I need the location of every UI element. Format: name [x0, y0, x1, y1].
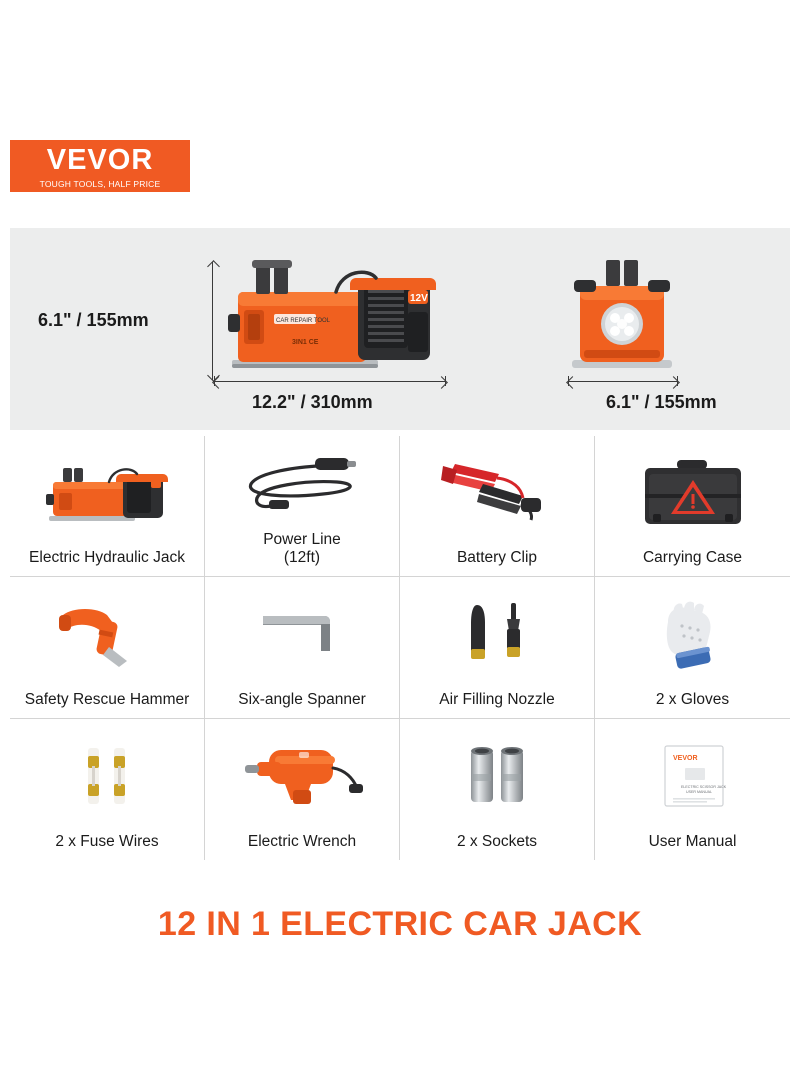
part-cell-hex-wrench: [205, 577, 400, 718]
part-cell-sockets: [400, 719, 595, 860]
user-manual-icon: [595, 719, 790, 833]
part-label: Air Filling Nozzle: [439, 690, 555, 708]
svg-text:USER MANUAL: USER MANUAL: [685, 789, 712, 794]
jack-front-view-image: [566, 256, 678, 378]
part-cell-carrying-case: [595, 436, 790, 577]
part-label: User Manual: [648, 833, 737, 851]
tick-right-2: [677, 376, 678, 386]
part-cell-power-line: [205, 436, 400, 577]
part-label: 2 x Fuse Wires: [55, 833, 159, 851]
dimension-width-label: 6.1" / 155mm: [606, 392, 717, 412]
part-label: [259, 531, 345, 569]
dimension-height-label: 6.1" / 155mm: [38, 310, 149, 330]
svg-text:VEVOR: VEVOR: [672, 754, 698, 762]
dimension-length-label: 12.2" / 310mm: [252, 392, 373, 412]
width-dimension-line: [568, 381, 678, 382]
rescue-hammer-icon: [10, 577, 204, 690]
air-nozzle-icon: [400, 577, 594, 690]
part-cell-hydraulic-jack: [10, 436, 205, 577]
gloves-icon: [595, 577, 790, 690]
brand-name: VEVOR: [46, 143, 154, 176]
part-cell-air-nozzle: [400, 577, 595, 718]
tick-left-2: [568, 376, 569, 386]
part-cell-rescue-hammer: [10, 577, 205, 718]
part-label: Carrying Case: [642, 549, 743, 567]
svg-text:CAR REPAIR TOOL: CAR REPAIR TOOL: [276, 318, 331, 324]
part-cell-fuse-wires: [10, 719, 205, 860]
part-label: Six-angle Spanner: [238, 690, 366, 708]
page-title: 12 IN 1 ELECTRIC CAR JACK: [157, 905, 643, 943]
part-label: Electric Hydraulic Jack: [29, 549, 185, 567]
brand-tagline: TOUGH TOOLS, HALF PRICE: [39, 178, 161, 189]
tick-right: [445, 376, 446, 386]
svg-text:3IN1 CE: 3IN1 CE: [292, 339, 319, 346]
part-cell-battery-clip: [400, 436, 595, 577]
jack-side-view-image: [218, 252, 444, 378]
part-cell-electric-wrench: [205, 719, 400, 860]
sockets-icon: [400, 719, 594, 833]
svg-text:12V: 12V: [410, 293, 428, 304]
brand-logo: [10, 140, 190, 192]
hex-wrench-icon: [205, 577, 399, 690]
fuse-wires-icon: [10, 719, 204, 833]
power-line-icon: [205, 436, 399, 531]
electric-wrench-icon: [205, 719, 399, 833]
tick-left: [214, 376, 215, 386]
height-dimension-line: [212, 262, 213, 380]
parts-grid: [10, 436, 790, 860]
battery-clip-icon: [400, 436, 594, 549]
part-label: Electric Wrench: [247, 833, 357, 851]
part-label: Battery Clip: [456, 549, 538, 567]
length-dimension-line: [214, 381, 446, 382]
part-label-line1: Power Line: [263, 530, 341, 548]
carrying-case-icon: [595, 436, 790, 549]
part-cell-gloves: [595, 577, 790, 718]
part-label: 2 x Sockets: [456, 833, 538, 851]
hydraulic-jack-icon: [10, 436, 204, 549]
part-label: Safety Rescue Hammer: [24, 690, 190, 708]
svg-text:ELECTRIC SCISSOR JACK: ELECTRIC SCISSOR JACK: [680, 784, 726, 789]
part-label: 2 x Gloves: [655, 690, 730, 708]
part-label-line2: (12ft): [283, 549, 321, 567]
part-cell-user-manual: [595, 719, 790, 860]
